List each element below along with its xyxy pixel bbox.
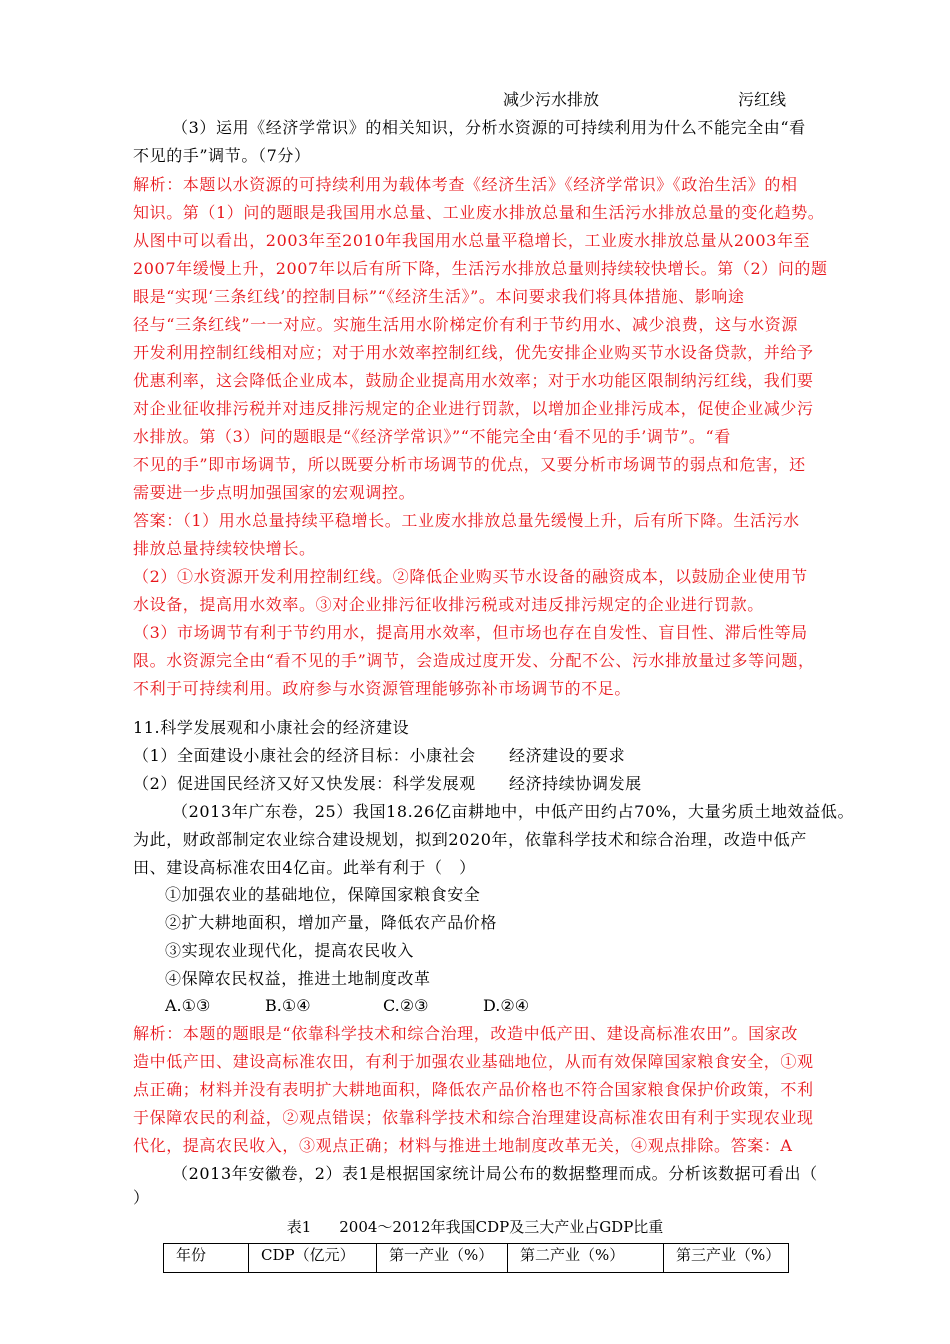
answer1-line: 排放总量持续较快增长。 — [133, 539, 316, 558]
analysis1-line: 解析：本题以水资源的可持续利用为载体考查《经济生活》《经济学常识》《政治生活》的相 — [133, 175, 798, 194]
option-item: ③实现农业现代化，提高农民收入 — [165, 941, 415, 960]
top-row-right: 污红线 — [738, 90, 787, 109]
table-caption-text: 2004～2012年我国CDP及三大产业占GDP比重 — [339, 1218, 664, 1236]
q3-line: （3）运用《经济学常识》的相关知识，分析水资源的可持续利用为什么不能完全由“看 — [172, 118, 806, 137]
table-header-tertiary: 第三产业（%） — [664, 1244, 789, 1273]
answer1-line: 限。水资源完全由“看不见的手”调节，会造成过度开发、分配不公、污水排放量过多等问题， — [133, 651, 815, 670]
question-guangdong-line: 为此，财政部制定农业综合建设规划，拟到2020年，依靠科学技术和综合治理，改造中低产 — [133, 830, 807, 849]
analysis1-line: 2007年缓慢上升，2007年以后有所下降，生活污水排放总量则持续较快增长。第（2）问的题 — [133, 259, 828, 278]
table-header-primary: 第一产业（%） — [377, 1244, 508, 1273]
table-header-gdp: CDP（亿元） — [249, 1244, 377, 1273]
option-item: ②扩大耕地面积，增加产量，降低农产品价格 — [165, 913, 498, 932]
section-11-item: （2）促进国民经济又好又快发展：科学发展观 经济持续协调发展 — [133, 774, 642, 793]
table-header-secondary: 第二产业（%） — [508, 1244, 664, 1273]
analysis1-line: 知识。第（1）问的题眼是我国用水总量、工业废水排放总量和生活污水排放总量的变化趋势。 — [133, 203, 825, 222]
table-caption — [0, 1216, 950, 1237]
question-anhui-line: （2013年安徽卷，2）表1是根据国家统计局公布的数据整理而成。分析该数据可看出（ — [172, 1164, 818, 1183]
analysis1-line: 水排放。第（3）问的题眼是“《经济学常识》”“不能完全由‘看不见的手’调节”。“看 — [133, 427, 731, 446]
analysis1-line: 对企业征收排污税并对违反排污规定的企业进行罚款，以增加企业排污成本，促使企业减少污 — [133, 399, 814, 418]
q3-line: 不见的手”调节。（7分） — [133, 146, 311, 165]
question-anhui-line: ） — [133, 1188, 150, 1207]
choice-a: A.①③ — [165, 996, 211, 1015]
analysis2-line: 于保障农民的利益，②观点错误；依靠科学技术和综合治理建设高标准农田有利于实现农业现 — [133, 1108, 814, 1127]
analysis2-line: 解析：本题的题眼是“依靠科学技术和综合治理，改造中低产田、建设高标准农田”。国家改 — [133, 1024, 798, 1043]
section-11-title: 11.科学发展观和小康社会的经济建设 — [133, 718, 410, 737]
analysis2-line: 造中低产田、建设高标准农田，有利于加强农业基础地位，从而有效保障国家粮食安全，①观 — [133, 1052, 814, 1071]
analysis1-line: 优惠利率，这会降低企业成本，鼓励企业提高用水效率；对于水功能区限制纳污红线，我们要 — [133, 371, 814, 390]
answer1-line: （2）①水资源开发利用控制红线。②降低企业购买节水设备的融资成本，以鼓励企业使用节 — [133, 567, 808, 586]
option-item: ①加强农业的基础地位，保障国家粮食安全 — [165, 885, 481, 904]
analysis1-line: 需要进一步点明加强国家的宏观调控。 — [133, 483, 416, 502]
answer1-line: （3）市场调节有利于节约用水，提高用水效率，但市场也存在自发性、盲目性、滞后性等局 — [133, 623, 808, 642]
analysis1-line: 不见的手”即市场调节，所以既要分析市场调节的优点，又要分析市场调节的弱点和危害，还 — [133, 455, 806, 474]
analysis2-line: 点正确；材料并没有表明扩大耕地面积，降低农产品价格也不符合国家粮食保护价政策，不利 — [133, 1080, 814, 1099]
analysis1-line: 开发利用控制红线相对应；对于用水效率控制红线，优先安排企业购买节水设备贷款，并给予 — [133, 343, 814, 362]
question-guangdong-line: 田、建设高标准农田4亿亩。此举有利于（ ） — [133, 858, 476, 877]
table-caption-number: 表1 — [286, 1218, 312, 1236]
analysis2-line: 代化，提高农民收入，③观点正确；材料与推进土地制度改革无关，④观点排除。答案：A — [133, 1136, 793, 1155]
choice-c: C.②③ — [383, 996, 429, 1015]
analysis1-line: 眼是“实现‘三条红线’的控制目标”“《经济生活》”。本问要求我们将具体措施、影响途 — [133, 287, 745, 306]
data-table — [163, 1243, 789, 1273]
answer1-line: 水设备，提高用水效率。③对企业排污征收排污税或对违反排污规定的企业进行罚款。 — [133, 595, 764, 614]
analysis1-line: 径与“三条红线”一一对应。实施生活用水阶梯定价有利于节约用水、减少浪费，这与水资源 — [133, 315, 798, 334]
analysis1-line: 从图中可以看出，2003年至2010年我国用水总量平稳增长，工业废水排放总量从2003年至 — [133, 231, 811, 250]
answer1-line: 不利于可持续利用。政府参与水资源管理能够弥补市场调节的不足。 — [133, 679, 632, 698]
choice-b: B.①④ — [265, 996, 311, 1015]
table-header-year: 年份 — [164, 1244, 249, 1273]
table-header-row — [164, 1244, 789, 1273]
option-item: ④保障农民权益，推进土地制度改革 — [165, 969, 431, 988]
answer1-line: 答案：（1）用水总量持续平稳增长。工业废水排放总量先缓慢上升，后有所下降。生活污水 — [133, 511, 800, 530]
top-row-left: 减少污水排放 — [503, 90, 600, 109]
question-guangdong-line: （2013年广东卷，25）我国18.26亿亩耕地中，中低产田约占70%，大量劣质土地效益低。 — [172, 802, 855, 821]
section-11-item: （1）全面建设小康社会的经济目标：小康社会 经济建设的要求 — [133, 746, 626, 765]
choice-d: D.②④ — [483, 996, 530, 1015]
